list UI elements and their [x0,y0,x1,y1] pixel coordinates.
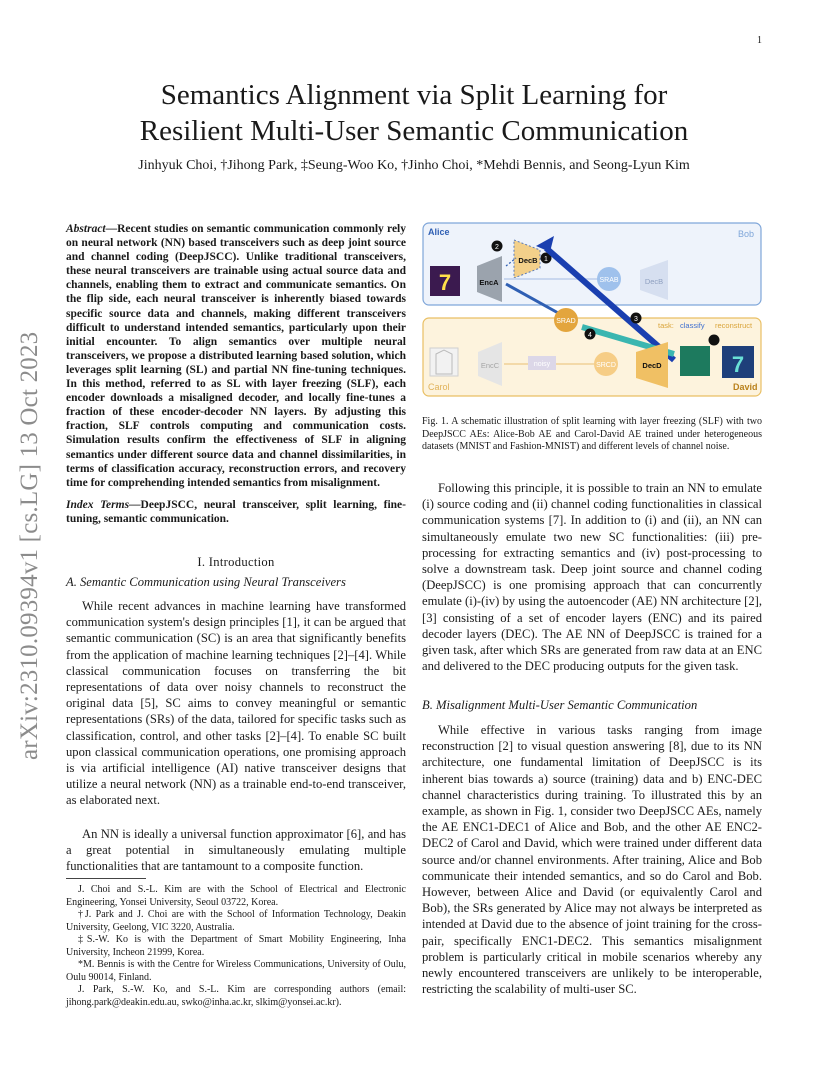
abstract-text: —Recent studies on semantic communication commonly rely on neural network (NN) based transceivers such as deep joint source and channel coding (DeepJSCC). Unlike traditional transceivers, these neural transceivers are trainable using actual source data and channels, enabling them to extract and communicate semantics. On the flip side, each neural transceiver is inherently biased towards specific source data and channels, making different transceivers difficult to understand intended semantics, particularly upon their initial encounter. To align semantics over multiple neural transceivers, we propose a distributed learning based solution, which leverages split learning (SL) and partial NN fine-tuning techniques. In this method, referred to as SL with layer freezing (SLF), each encoder downloads a misaligned decoder, and locally fine-tunes a fraction of these encoder-decoder NN layers. By adjusting this fraction, SLF controls computing and communication costs. Simulation results confirm the effectiveness of SLF in aligning semantics under different source data and channel dissimilarities, in terms of classification accuracy, reconstruction errors, and recovery time for comprehending intended semantics from misalignment. [66,223,406,489]
dec-b-label: DecB [518,256,538,265]
step-2-label: 2 [495,244,499,251]
figure-1 [422,222,762,400]
footnote: †J. Park and J. Choi are with the School of Information Technology, Deakin University, Geelong, VIC 3220, Australia. [66,909,406,933]
carol-input-image [430,348,458,376]
footnote: J. Park, S.-W. Ko, and S.-L. Kim are corresponding authors (email: jihong.park@deakin.edu.au, swko@inha.ac.kr, slkim@yonsei.ac.kr). [66,984,406,1008]
alice-digit: 7 [438,270,452,295]
bob-label: Bob [738,229,755,239]
footnote: J. Choi and S.-L. Kim are with the School of Electrical and Electronic Engineering, Yonsei University, Seoul 03722, Korea. [66,884,406,908]
step-5-marker [709,335,720,346]
david-label: David [733,382,758,392]
abstract-label: Abstract [66,223,106,235]
arxiv-id: arXiv:2310.09394v1 [cs.LG] 13 Oct 2023 [16,331,43,760]
sr-ab-label: SRAB [599,277,619,284]
keywords-label: Index Terms [66,499,130,511]
arxiv-stamp [6,290,66,760]
footnote: ‡S.-W. Ko is with the Department of Smart Mobility Engineering, Inha University, Incheon 21999, Korea. [66,934,406,958]
step-1-label: 1 [544,256,548,263]
enc-a-label: EncA [479,278,499,287]
footnote: *M. Bennis is with the Centre for Wireless Communications, University of Oulu, Oulu 90014, Finland. [66,959,406,983]
noisy-label: noisy [533,361,551,368]
title-line-2: Resilient Multi-User Semantic Communication [139,115,689,147]
alice-bob-panel [423,223,761,305]
paragraph-text: Following this principle, it is possible to train an NN to emulate (i) source coding and (ii) channel coding functionalities in classical communication systems [7]. In addition to (i) and (ii), an NN can simultaneously emulate two new SC functionalities: (iii) pre-processing for extracting semantics and (iv) post-processing to solve a downstream task. Deep joint source and channel coding (DeepJSCC) is one promising approach that can concurrently emulate (i)-(iv) by using the autoencoder (AE) NN architecture [2], [3] consisting of a set of encoder layers (ENC) and its paired decoder layers (DEC). The AE NN of DeepJSCC is trained for a given task, after which SRs are generated from raw data at an ENC and delivered to the DEC producing outputs for the given task. [422,481,762,674]
enc-c-label: EncC [480,361,500,370]
abstract [66,222,406,490]
david-digit: 7 [731,352,745,377]
body-paragraph [66,826,406,875]
task-label: task: [658,321,674,330]
carol-label: Carol [428,382,450,392]
dec-b-receiver-label: DecB [644,277,664,286]
page-number: 1 [757,35,762,46]
noisy-output-image [680,346,710,376]
alice-label: Alice [428,227,450,237]
author-list: Jinhyuk Choi, †Jihong Park, ‡Seung-Woo Ko, †Jinho Choi, *Mehdi Bennis, and Seong-Lyun Kim [138,158,690,173]
index-terms [66,498,406,526]
paper-title [60,77,768,149]
task-classify-label: classify [680,321,705,330]
task-reconstruct-label: reconstruct [715,321,753,330]
paragraph-text: While recent advances in machine learning have transformed communication system's design principles [1], it can be argued that semantic communication (SC) is an area that significantly benefits from the application of machine learning techniques [2]–[4]. While classical communication focuses on transferring the bit representations of data over noisy channels to reconstruct the original data [5], SC aims to convey meaningful or semantic representations (SRs) of the data, tailored for specific tasks such as classification, control, and other tasks [2]–[4]. To enable SC built upon classical communication operations, one promising approach is via artificial intelligence (AI) native transceiver designs that utilize a neural network (NN) as a trainable end-to-end transceiver, as elaborated next. [66,599,406,808]
footnote-rule [66,878,146,879]
subsection-heading-a: A. Semantic Communication using Neural Transceivers [66,575,346,589]
step-3-label: 3 [634,316,638,323]
subsection-heading-b: B. Misalignment Multi-User Semantic Communication [422,698,698,712]
body-paragraph [66,598,406,809]
sr-cd-label: SRCD [596,362,616,369]
step-4-label: 4 [588,332,592,339]
body-paragraph [422,722,762,997]
figure-caption: Fig. 1. A schematic illustration of split learning with layer freezing (SLF) with two DeepJSCC AEs: Alice-Bob AE and Carol-David AE trained under heterogeneous datasets (MNIST and Fashion-MNIST) and different levels of channel noise. [422,416,762,452]
dec-d-label: DecD [642,361,662,370]
paragraph-text: An NN is ideally a universal function approximator [6], and has a great potential in simultaneously emulating multiple functionalities that are tantamount to a composite function. [66,827,406,874]
title-line-1: Semantics Alignment via Split Learning for [160,79,668,111]
body-paragraph [422,480,762,674]
section-heading-introduction: I. Introduction [197,555,275,569]
sr-ad-label: SRAD [556,318,576,325]
paragraph-text: While effective in various tasks ranging from image reconstruction [2] to visual question answering [8], due to its NN architecture, one fundamental limitation of DeepJSCC is its inherent bias towards a) source (training) data and b) ENC-DEC channel characteristics during training. To illustrated this by an example, as shown in Fig. 1, consider two DeepJSCC AEs, namely the AE ENC1-DEC1 of Alice and Bob, and the other AE ENC2-DEC2 of Carol and David, which were trained under different data source and/or channel environments. After training, Alice and Bob communicate their intended semantics, and so do Carol and Bob. However, between Alice and David (or equivalently Carol and Bob), the SRs generated by Alice may not always be interpreted as intended at David due to the absence of joint training for the cross-pair, specifically ENC1-DEC2. This semantics misalignment problem is particularly critical in mobile scenarios whereby any newly encountered transceivers are unlikely to be interoperable, restricting the scalability of multi-user SC. [422,723,762,997]
footnotes [66,884,406,1009]
keywords-text: —DeepJSCC, neural transceiver, split learning, fine-tuning, semantic communication. [66,499,406,526]
